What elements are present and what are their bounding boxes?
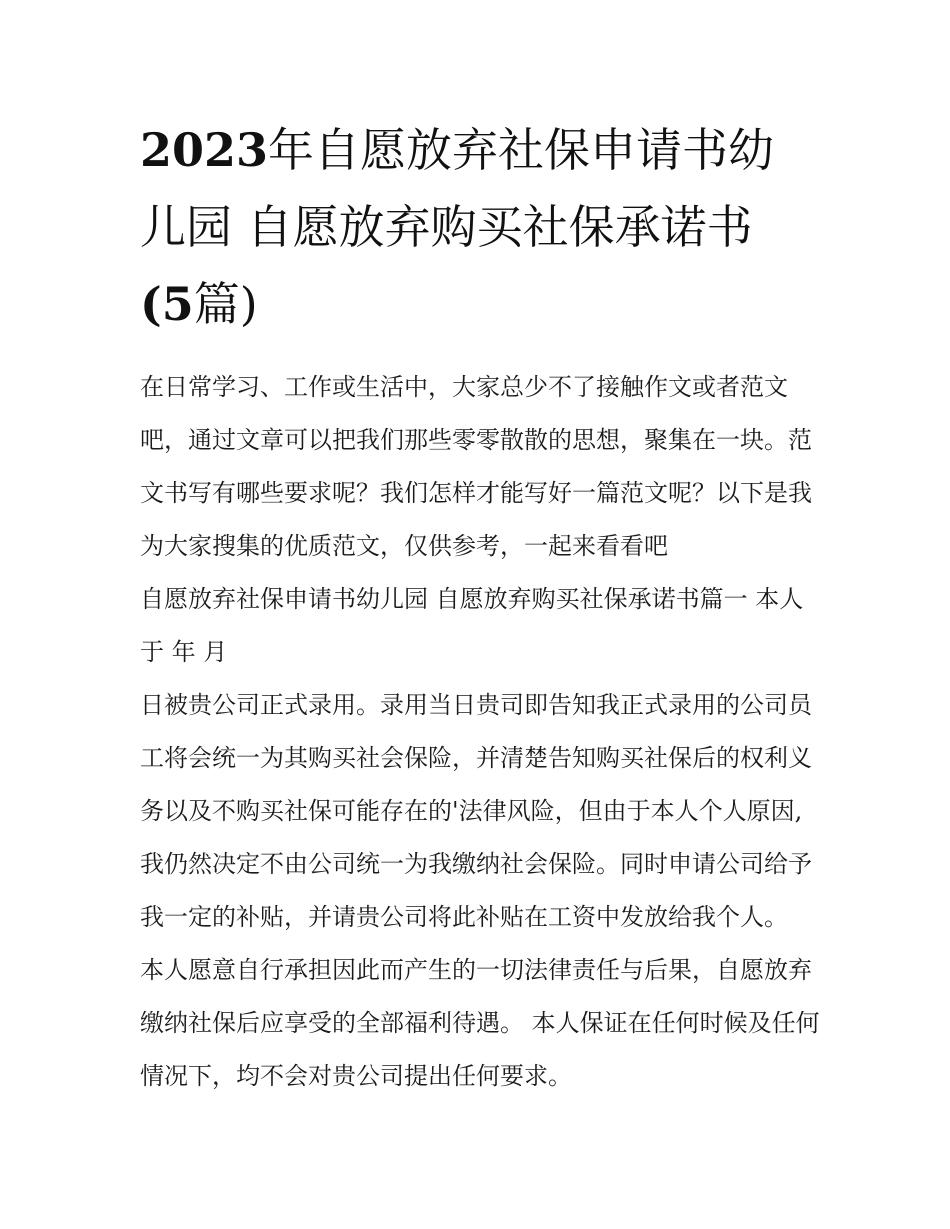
document-page [140,112,820,1103]
intro-paragraph: 在日常学习、工作或生活中，大家总少不了接触作文或者范文吧，通过文章可以把我们那些零零散散的思想，聚集在一块。范文书写有哪些要求呢？我们怎样才能写好一篇范文呢？以下是我为大家搜集的优质范文，仅供参考，一起来看看吧 [140,373,812,560]
title-main: 年自愿放弃社保申请书幼儿园 自愿放弃购买社保承诺书 [140,123,775,254]
title-unit: 篇) [193,277,258,331]
body-paragraph: 日被贵公司正式录用。录用当日贵司即告知我正式录用的公司员工将会统一为其购买社会保险，并清楚告知购买社保后的权利义务以及不购买社保可能存在的'法律风险，但由于本人个人原因,我仍然决定不由公司统一为我缴纳社会保险。同时申请公司给予我一定的补贴，并请贵公司将此补贴在工资中发放给我个人。 [140,691,812,931]
document-title [140,112,820,343]
document-body [140,361,820,1103]
body-paragraph: 本人愿意自行承担因此而产生的一切法律责任与后果，自愿放弃缴纳社保后应享受的全部福利待遇。 本人保证在任何时候及任何情况下，均不会对贵公司提出任何要求。 [140,956,820,1090]
title-year: 2023 [140,123,269,177]
section-heading-paragraph: 自愿放弃社保申请书幼儿园 自愿放弃购买社保承诺书篇一 本人于 年 月 [140,585,804,666]
title-count: (5 [140,277,194,331]
